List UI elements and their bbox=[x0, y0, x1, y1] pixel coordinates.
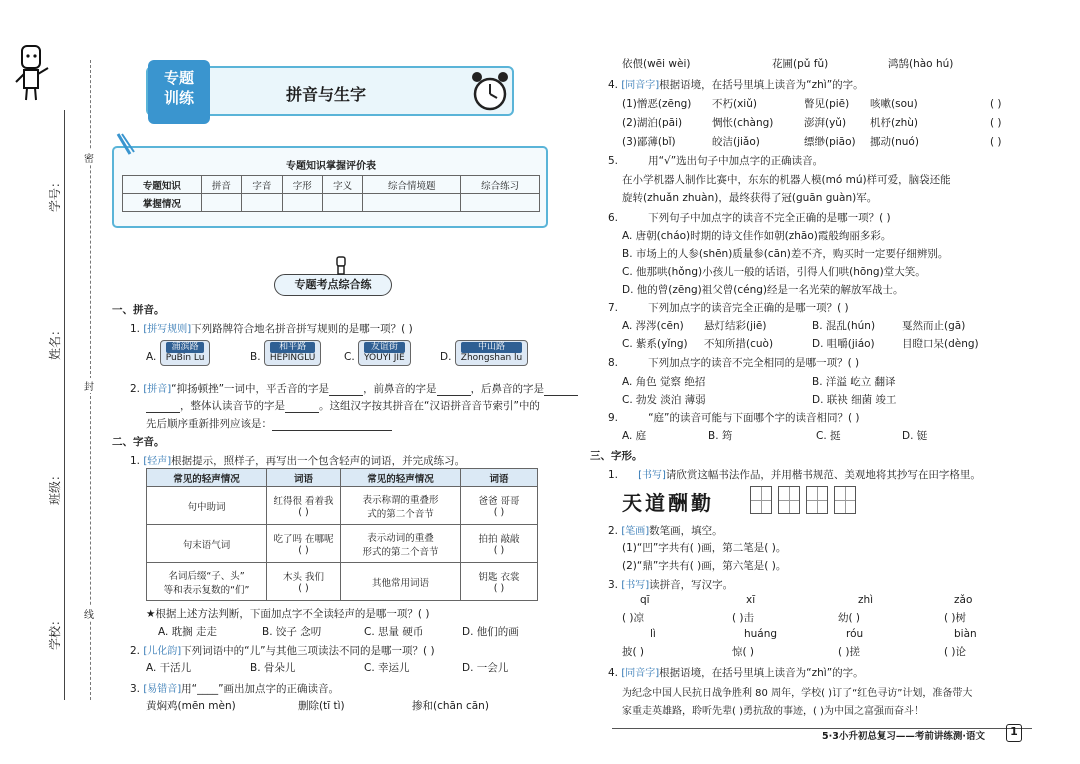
r-sec3-question-3: 3. [书写]读拼音，写汉字。 bbox=[608, 579, 734, 591]
q3-option[interactable]: A. 耽搁 走走 bbox=[158, 626, 218, 638]
pinyin-cue: xī bbox=[746, 594, 756, 606]
pinyin-cue: lì bbox=[650, 628, 656, 640]
r-q6-option[interactable]: A. 唐朝(cháo)时期的诗文佳作如朝(zhāo)霞般绚丽多彩。 bbox=[622, 230, 892, 242]
eval-header: 字义 bbox=[322, 176, 362, 194]
eval-cell[interactable] bbox=[201, 194, 241, 212]
badge-line1: 专题 bbox=[163, 69, 194, 87]
top-item[interactable]: 依偎(wēi wèi) bbox=[622, 58, 691, 70]
r-q6-option[interactable]: C. 他那哄(hǒng)小孩儿一般的话语，引得人们哄(hōng)堂大笑。 bbox=[622, 266, 926, 278]
cartoon-figure-icon bbox=[12, 42, 52, 104]
pinyin-cue: róu bbox=[846, 628, 864, 640]
r-q5-line[interactable]: 在小学机器人制作比赛中，东东的机器人模(mó mú)样可爱，脑袋还能 bbox=[622, 174, 951, 186]
q1-option-d[interactable]: D. 中山路 Zhongshan lu bbox=[440, 340, 528, 366]
r-q7-option[interactable]: A. 涔涔(cēn) 悬灯结彩(jiē) B. 混乱(hún) 戛然而止(gā) bbox=[622, 320, 966, 332]
r-sec3-question-4: 4. [同音字]根据语境，在括号里填上读音为“zhì”的字。 bbox=[608, 667, 864, 679]
eval-header: 字音 bbox=[242, 176, 282, 194]
binding-fold-line bbox=[64, 110, 65, 700]
section-zixing-heading: 三、字形。 bbox=[590, 450, 643, 462]
road-sign: 友谊街 YOUYI JIE bbox=[358, 340, 411, 366]
r-sec3-question-1: 1. [书写]请欣赏这幅书法作品，并用楷书规范、美观地将其抄写在田字格里。 bbox=[608, 469, 981, 481]
mascot-icon bbox=[334, 256, 348, 279]
class-label: 班级： bbox=[48, 468, 62, 505]
road-sign: 和平路 HEPINGLU bbox=[264, 340, 321, 366]
eval-cell[interactable] bbox=[461, 194, 540, 212]
section-banner: 专题考点综合练 bbox=[274, 274, 392, 296]
q4-option[interactable]: C. 幸运儿 bbox=[364, 662, 410, 674]
hanzi-blank[interactable]: 披( ) bbox=[622, 646, 645, 658]
eval-header: 综合情境题 bbox=[363, 176, 461, 194]
tian-grid-cell[interactable] bbox=[834, 486, 856, 514]
tian-grid-cell[interactable] bbox=[778, 486, 800, 514]
answer-blank[interactable] bbox=[544, 385, 578, 396]
pen-icon bbox=[114, 132, 136, 161]
eval-table bbox=[122, 175, 540, 212]
topic-badge bbox=[148, 60, 210, 124]
tian-grid-cell[interactable] bbox=[750, 486, 772, 514]
page-number: 1 bbox=[1006, 724, 1022, 742]
road-sign: 中山路 Zhongshan lu bbox=[455, 340, 528, 366]
pinyin-cue: huáng bbox=[744, 628, 778, 640]
q3-option[interactable]: D. 他们的画 bbox=[462, 626, 519, 638]
q3-subquestion: ★根据上述方法判断，下面加点字不全读轻声的是哪一项？( ) bbox=[146, 608, 430, 620]
r-question-8: 8. 下列加点字的读音不完全相同的是哪一项？( ) bbox=[608, 357, 860, 369]
r-q4-row[interactable]: (1)憎恶(zēng) 不朽(xiǔ) 瞥见(piē) 咳嗽(sou) ( ) bbox=[622, 98, 1002, 110]
q-text: 下列路牌符合地名拼音拼写规则的是哪一项？( ) bbox=[191, 323, 413, 335]
hanzi-blank[interactable]: ( )凉 bbox=[622, 612, 645, 624]
alarm-clock-icon bbox=[468, 68, 512, 117]
q4-option[interactable]: B. 骨朵儿 bbox=[250, 662, 296, 674]
r-q7-option[interactable]: C. 紫系(yǐng) 不知所措(cuò) D. 咀嚼(jiáo) 目瞪口呆(dèng) bbox=[622, 338, 979, 350]
answer-blank[interactable] bbox=[437, 385, 471, 396]
eval-cell[interactable] bbox=[322, 194, 362, 212]
r-question-9: 9. “庭”的读音可能与下面哪个字的读音相同？( ) bbox=[608, 412, 860, 424]
top-item[interactable]: 鸿鹄(hào hú) bbox=[888, 58, 954, 70]
road-sign: 浦滨路 PuBin Lu bbox=[160, 340, 211, 366]
seal-mark-feng: 封 bbox=[84, 378, 94, 393]
q3-option[interactable]: B. 饺子 念叨 bbox=[262, 626, 322, 638]
q4-option[interactable]: A. 干活儿 bbox=[146, 662, 192, 674]
question-1: 1. [拼写规则]下列路牌符合地名拼音拼写规则的是哪一项？( ) bbox=[130, 323, 413, 335]
calligraphy-artwork: 天道酬勤 bbox=[622, 491, 714, 515]
r-q4-row[interactable]: (3)鄙薄(bǐ) 皎洁(jiǎo) 缥缈(piāo) 挪动(nuó) ( ) bbox=[622, 136, 1002, 148]
student-name-label: 姓名： bbox=[48, 323, 62, 360]
hanzi-blank[interactable]: ( )击 bbox=[732, 612, 755, 624]
eval-table-title: 专题知识掌握评价表 bbox=[286, 161, 376, 172]
r-q5-line[interactable]: 旋转(zhuǎn zhuàn)，最终获得了冠(guān guàn)军。 bbox=[622, 192, 878, 204]
r-q8-option[interactable]: A. 角色 觉察 绝招 B. 洋溢 屹立 翻译 bbox=[622, 376, 896, 388]
r-q8-option[interactable]: C. 勃发 淡泊 薄弱 D. 联袂 细菌 竣工 bbox=[622, 394, 897, 406]
eval-header: 字形 bbox=[282, 176, 322, 194]
eval-header: 拼音 bbox=[201, 176, 241, 194]
hanzi-blank[interactable]: ( )搓 bbox=[838, 646, 861, 658]
stroke-count-line[interactable]: (1)“凹”字共有( )画，第二笔是( )。 bbox=[622, 542, 787, 554]
badge-line2: 训练 bbox=[163, 89, 194, 107]
r-q6-option[interactable]: D. 他的曾(zēng)祖父曾(céng)经是一名光荣的解放军战士。 bbox=[622, 284, 904, 296]
question-4: 2. [儿化韵]下列词语中的“儿”与其他三项读法不同的是哪一项？( ) bbox=[130, 645, 435, 657]
hanzi-blank[interactable]: ( )论 bbox=[944, 646, 967, 658]
hanzi-blank[interactable]: 惊( ) bbox=[732, 646, 755, 658]
zhi-context-line[interactable]: 为纪念中国人民抗日战争胜利 80 周年，学校( )订了“红色寻访”计划，准备带大 bbox=[622, 688, 973, 699]
page-title: 拼音与生字 bbox=[286, 85, 367, 104]
q3-option[interactable]: C. 思量 硬币 bbox=[364, 626, 424, 638]
eval-cell[interactable] bbox=[363, 194, 461, 212]
question-3: 1. [轻声]根据提示，照样子，再写出一个包含轻声的词语，并完成练习。 bbox=[130, 455, 466, 467]
question-2-cont: ，整体认读音节的字是 。这组汉字按其拼音在“汉语拼音音节索引”中的 bbox=[146, 398, 540, 413]
answer-blank[interactable] bbox=[285, 402, 319, 413]
q4-option[interactable]: D. 一会儿 bbox=[462, 662, 509, 674]
hanzi-blank[interactable]: 幼( ) bbox=[838, 612, 861, 624]
eval-cell[interactable] bbox=[282, 194, 322, 212]
top-item[interactable]: 花圃(pǔ fǔ) bbox=[772, 58, 829, 70]
q5-item[interactable]: 掺和(chān cān) bbox=[412, 700, 489, 712]
neutral-tone-table: 常见的轻声情况 词语 常见的轻声情况 词语 句中助词 红得很 看着我 ( ) 表示称谓的重叠形 式的第二个音节 爸爸 哥哥 ( ) 句末语气词 吃了吗 在哪呢 ( ) 表示动词的重叠 形式的第二个音节 拍拍 敲敲 ( ) 名词后缀“子、头” 等和表示复数的“们” 木头 我们 ( ) 其他常用词语 钥匙 衣裳 ( ) bbox=[146, 468, 538, 601]
footer-text: 5·3小升初总复习——考前讲练测·语文 bbox=[822, 731, 985, 742]
section-zhiyin-heading: 二、字音。 bbox=[112, 436, 165, 448]
seal-mark-mi: 密 bbox=[84, 150, 94, 165]
q5-item[interactable]: 黄焖鸡(mēn mèn) bbox=[146, 700, 236, 712]
answer-blank[interactable] bbox=[272, 420, 392, 431]
q1-option-a[interactable]: A. 浦滨路 PuBin Lu bbox=[146, 340, 210, 366]
pinyin-cue: zhì bbox=[858, 594, 874, 606]
r-q6-option[interactable]: B. 市场上的人参(shēn)质量参(cān)差不齐，购买时一定要仔细辨别。 bbox=[622, 248, 949, 260]
r-q9-option[interactable]: A. 庭 B. 筠 C. 挺 D. 铤 bbox=[622, 430, 928, 442]
r-question-5: 5. 用“√”选出句子中加点字的正确读音。 bbox=[608, 155, 824, 167]
student-id-label: 学号： bbox=[48, 175, 62, 212]
pinyin-cue: qī bbox=[640, 594, 650, 606]
eval-header: 综合练习 bbox=[461, 176, 540, 194]
question-2-cont2: 先后顺序重新排列应该是： bbox=[146, 416, 392, 431]
r-sec3-question-2: 2. [笔画]数笔画，填空。 bbox=[608, 525, 723, 537]
answer-blank[interactable] bbox=[329, 385, 363, 396]
r-q4-row[interactable]: (2)湖泊(pāi) 惆怅(chàng) 澎湃(yǔ) 机杼(zhù) ( ) bbox=[622, 117, 1002, 129]
question-5: 3. [易错音]用“____”画出加点字的正确读音。 bbox=[130, 683, 340, 695]
stroke-count-line[interactable]: (2)“鼎”字共有( )画，第六笔是( )。 bbox=[622, 560, 787, 572]
eval-header: 专题知识 bbox=[123, 176, 202, 194]
tian-grid-cell[interactable] bbox=[806, 486, 828, 514]
eval-row-label: 掌握情况 bbox=[123, 194, 202, 212]
pinyin-cue: biàn bbox=[954, 628, 977, 640]
r-question-4: 4. [同音字]根据语境，在括号里填上读音为“zhì”的字。 bbox=[608, 79, 864, 91]
answer-blank[interactable] bbox=[146, 402, 180, 413]
question-2: 2. [拼音]“抑扬顿挫”一词中，平舌音的字是 ，前鼻音的字是 ，后鼻音的字是 bbox=[130, 380, 578, 396]
tian-grid-group bbox=[750, 486, 862, 517]
seal-mark-xian: 线 bbox=[84, 606, 94, 621]
school-label: 学校： bbox=[48, 613, 62, 650]
pinyin-cue: zǎo bbox=[954, 594, 973, 606]
zhi-context-line[interactable]: 家重走英雄路，聆听先辈( )勇抗敌的事迹，( )为中国之富强而奋斗！ bbox=[622, 706, 924, 717]
q-tag: [拼写规则] bbox=[143, 324, 192, 335]
r-question-7: 7. 下列加点字的读音完全正确的是哪一项？( ) bbox=[608, 302, 849, 314]
r-question-6: 6. 下列句子中加点字的读音不完全正确的是哪一项？( ) bbox=[608, 212, 891, 224]
hanzi-blank[interactable]: ( )树 bbox=[944, 612, 967, 624]
q1-option-c[interactable]: C. 友谊街 YOUYI JIE bbox=[344, 340, 411, 366]
q5-item[interactable]: 删除(tī tì) bbox=[298, 700, 345, 712]
eval-cell[interactable] bbox=[242, 194, 282, 212]
q1-option-b[interactable]: B. 和平路 HEPINGLU bbox=[250, 340, 321, 366]
section-pinyin-heading: 一、拼音。 bbox=[112, 304, 165, 316]
